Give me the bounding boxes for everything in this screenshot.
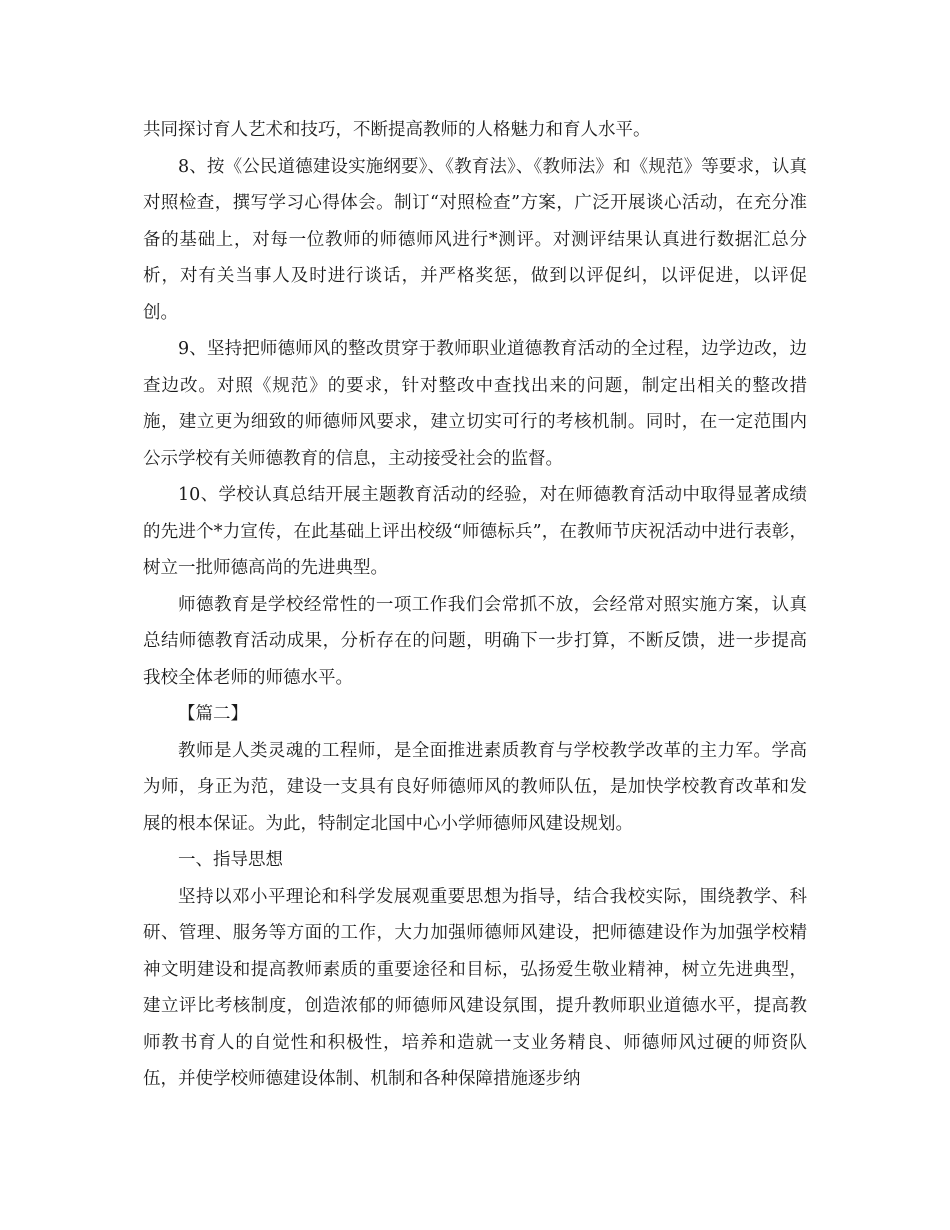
paragraph-continuation: 共同探讨育人艺术和技巧，不断提高教师的人格魅力和育人水平。 [143, 120, 651, 140]
paragraph-guiding-ideology: 坚持以邓小平理论和科学发展观重要思想为指导，结合我校实际，围绕教学、科研、管理、服务等方面的工作，大力加强师德师风建设，把师德建设作为加强学校精神文明建设和提高教师素质的重要途径和目标，弘扬爱生敬业精神，树立先进典型，建立评比考核制度，创造浓郁的师德师风建设氛围，提升教师职业道德水平，提高教师教书育人的自觉性和积极性，培养和造就一支业务精良、师德师风过硬的师资队伍，并使学校师德建设体制、机制和各种保障措施逐步纳 [143, 886, 807, 1089]
paragraph-item-8: 8、按《公民道德建设实施纲要》、《教育法》、《教师法》和《规范》等要求，认真对照检查，撰写学习心得体会。制订“对照检查”方案，广泛开展谈心活动，在充分准备的基础上，对每一位教师的师德师风进行*测评。对测评结果认真进行数据汇总分析，对有关当事人及时进行谈话，并严格奖惩，做到以评促纠，以评促进，以评促创。 [143, 156, 807, 323]
section-heading-part-two: 【篇二】 [178, 704, 248, 724]
paragraph-item-10: 10、学校认真总结开展主题教育活动的经验，对在师德教育活动中取得显著成绩的先进个*力宣传，在此基础上评出校级“师德标兵”，在教师节庆祝活动中进行表彰，树立一批师德高尚的先进典型。 [143, 485, 807, 578]
section-heading-guiding-ideology: 一、指导思想 [178, 850, 283, 870]
document-body [143, 112, 807, 1098]
paragraph-intro: 教师是人类灵魂的工程师，是全面推进素质教育与学校教学改革的主力军。学高为师，身正为范，建设一支具有良好师德师风的教师队伍，是加快学校教育改革和发展的根本保证。为此，特制定北国中心小学师德师风建设规划。 [143, 740, 807, 834]
paragraph-item-9: 9、坚持把师德师风的整改贯穿于教师职业道德教育活动的全过程，边学边改，边查边改。对照《规范》的要求，针对整改中查找出来的问题，制定出相关的整改措施，建立更为细致的师德师风要求，建立切实可行的考核机制。同时，在一定范围内公示学校有关师德教育的信息，主动接受社会的监督。 [143, 339, 807, 469]
paragraph-summary: 师德教育是学校经常性的一项工作我们会常抓不放，会经常对照实施方案，认真总结师德教育活动成果，分析存在的问题，明确下一步打算，不断反馈，进一步提高我校全体老师的师德水平。 [143, 594, 807, 688]
